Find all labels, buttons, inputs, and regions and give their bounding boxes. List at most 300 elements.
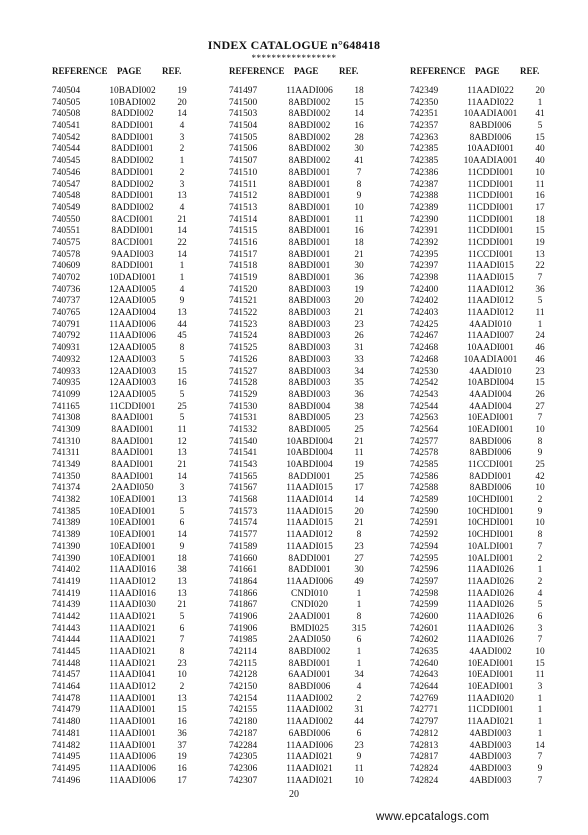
index-row bbox=[52, 635, 222, 647]
index-row bbox=[52, 273, 222, 285]
index-row bbox=[229, 367, 399, 379]
reference-cell: 742306 bbox=[229, 763, 258, 774]
index-row bbox=[410, 437, 580, 449]
index-row bbox=[229, 413, 399, 425]
ref-number-cell: 40 bbox=[535, 156, 545, 167]
page-cell: 10EADI001 bbox=[467, 658, 514, 669]
page-cell: 11CCDI001 bbox=[467, 249, 514, 260]
reference-cell: 742467 bbox=[410, 331, 439, 342]
index-row bbox=[410, 343, 580, 355]
index-column-1 bbox=[52, 66, 222, 787]
reference-cell: 742598 bbox=[410, 588, 439, 599]
page-cell: 12AADI005 bbox=[109, 343, 156, 354]
page-cell: 8ABDI002 bbox=[288, 97, 331, 108]
reference-cell: 741528 bbox=[229, 378, 258, 389]
page-cell: 8ADDI002 bbox=[111, 202, 154, 213]
page-cell: 11AADI026 bbox=[467, 600, 514, 611]
page-cell: 8ABDI003 bbox=[288, 296, 331, 307]
index-row bbox=[52, 203, 222, 215]
ref-number-cell: 16 bbox=[354, 226, 364, 237]
reference-cell: 741442 bbox=[52, 611, 81, 622]
index-row bbox=[410, 86, 580, 98]
page-cell: 11AADI021 bbox=[109, 623, 156, 634]
reference-cell: 741481 bbox=[52, 728, 81, 739]
reference-cell: 742398 bbox=[410, 273, 439, 283]
ref-number-cell: 8 bbox=[356, 530, 362, 541]
reference-cell: 742578 bbox=[410, 448, 439, 459]
ref-number-cell: 3 bbox=[179, 179, 185, 190]
header-reference: REFERENCE bbox=[52, 66, 108, 76]
reference-cell: 742564 bbox=[410, 424, 439, 435]
index-row bbox=[229, 425, 399, 437]
page-cell: 11AADI021 bbox=[286, 763, 333, 774]
ref-number-cell: 13 bbox=[535, 249, 545, 260]
page-cell: 12AADI003 bbox=[109, 378, 156, 389]
page-cell: 11CDDI001 bbox=[467, 705, 514, 716]
reference-cell: 741495 bbox=[52, 752, 81, 763]
header-reference: REFERENCE bbox=[410, 66, 466, 76]
index-row bbox=[52, 144, 222, 156]
ref-number-cell: 23 bbox=[177, 658, 187, 669]
index-column-2 bbox=[229, 66, 399, 787]
reference-cell: 742385 bbox=[410, 144, 439, 155]
reference-cell: 742817 bbox=[410, 752, 439, 763]
ref-number-cell: 7 bbox=[537, 413, 543, 424]
ref-number-cell: 35 bbox=[354, 378, 364, 389]
page-cell: 8ABDI003 bbox=[288, 389, 331, 400]
page-cell: 8ADDI002 bbox=[111, 156, 154, 167]
ref-number-cell: 7 bbox=[537, 752, 543, 763]
reference-cell: 740544 bbox=[52, 144, 81, 155]
index-row bbox=[52, 776, 222, 788]
index-column-3 bbox=[410, 66, 580, 787]
index-row bbox=[52, 612, 222, 624]
reference-cell: 742591 bbox=[410, 518, 439, 529]
ref-number-cell: 1 bbox=[537, 717, 543, 728]
ref-number-cell: 19 bbox=[177, 752, 187, 763]
page-cell: 11AADI015 bbox=[467, 273, 514, 283]
reference-cell: 741506 bbox=[229, 144, 258, 155]
page-title: INDEX CATALOGUE n°648418 bbox=[207, 38, 381, 52]
header-page: PAGE bbox=[475, 66, 500, 76]
page-cell: CNDI020 bbox=[291, 600, 328, 611]
reference-cell: 742590 bbox=[410, 506, 439, 517]
ref-number-cell: 16 bbox=[535, 191, 545, 202]
page-cell: 11AADI001 bbox=[109, 705, 156, 716]
ref-number-cell: 13 bbox=[177, 191, 187, 202]
index-row bbox=[52, 168, 222, 180]
ref-number-cell: 11 bbox=[177, 424, 187, 435]
reference-cell: 740931 bbox=[52, 343, 81, 354]
index-row bbox=[410, 250, 580, 262]
index-row bbox=[229, 752, 399, 764]
reference-cell: 741513 bbox=[229, 202, 258, 213]
index-row bbox=[229, 402, 399, 414]
reference-cell: 742586 bbox=[410, 471, 439, 482]
reference-cell: 742599 bbox=[410, 600, 439, 611]
reference-cell: 742813 bbox=[410, 740, 439, 751]
ref-number-cell: 3 bbox=[179, 132, 185, 143]
reference-cell: 741505 bbox=[229, 132, 258, 143]
index-row bbox=[52, 425, 222, 437]
index-row bbox=[52, 705, 222, 717]
index-row bbox=[229, 694, 399, 706]
ref-number-cell: 36 bbox=[354, 273, 364, 283]
index-row bbox=[229, 589, 399, 601]
index-row bbox=[410, 413, 580, 425]
reference-cell: 742385 bbox=[410, 156, 439, 167]
ref-number-cell: 15 bbox=[535, 378, 545, 389]
ref-number-cell: 21 bbox=[177, 460, 187, 470]
ref-number-cell: 13 bbox=[177, 588, 187, 599]
page-cell: 8AADI001 bbox=[111, 413, 154, 424]
page-cell: 11AADI022 bbox=[467, 97, 514, 108]
page-cell: 8ABDI006 bbox=[469, 436, 512, 447]
page-cell: 12AADI004 bbox=[109, 308, 156, 319]
reference-cell: 740935 bbox=[52, 378, 81, 389]
ref-number-cell: 8 bbox=[537, 530, 543, 541]
ref-number-cell: 46 bbox=[535, 354, 545, 365]
index-row bbox=[52, 156, 222, 168]
reference-cell: 741512 bbox=[229, 191, 258, 202]
reference-cell: 741525 bbox=[229, 343, 258, 354]
ref-number-cell: 9 bbox=[179, 296, 185, 307]
page-cell: 8ABDI001 bbox=[288, 191, 331, 202]
ref-number-cell: 13 bbox=[177, 448, 187, 459]
ref-number-cell: 23 bbox=[535, 366, 545, 377]
reference-cell: 742824 bbox=[410, 763, 439, 774]
ref-number-cell: 9 bbox=[179, 541, 185, 552]
page-cell: 10ABDI004 bbox=[286, 460, 333, 470]
page-cell: 10EADI001 bbox=[109, 495, 156, 506]
page-cell: 11AADI002 bbox=[286, 705, 333, 716]
ref-number-cell: 14 bbox=[177, 109, 187, 120]
index-row bbox=[410, 729, 580, 741]
reference-cell: 742643 bbox=[410, 670, 439, 681]
reference-cell: 741527 bbox=[229, 366, 258, 377]
reference-cell: 741867 bbox=[229, 600, 258, 611]
page-cell: 8ABDI001 bbox=[288, 226, 331, 237]
index-row bbox=[410, 355, 580, 367]
index-row bbox=[229, 530, 399, 542]
ref-number-cell: 3 bbox=[179, 483, 185, 494]
index-row bbox=[52, 507, 222, 519]
reference-cell: 742349 bbox=[410, 86, 439, 96]
ref-number-cell: 5 bbox=[537, 121, 543, 132]
index-row bbox=[410, 367, 580, 379]
ref-number-cell: 1 bbox=[179, 273, 185, 283]
reference-cell: 741661 bbox=[229, 565, 258, 576]
page-cell: 8ABDI001 bbox=[288, 658, 331, 669]
ref-number-cell: 9 bbox=[537, 506, 543, 517]
index-row bbox=[52, 589, 222, 601]
page-cell: 10BADI002 bbox=[109, 86, 156, 96]
page-cell: 11AADI015 bbox=[286, 541, 333, 552]
ref-number-cell: 18 bbox=[535, 214, 545, 225]
reference-cell: 741495 bbox=[52, 763, 81, 774]
ref-number-cell: 4 bbox=[179, 121, 185, 132]
index-row bbox=[52, 694, 222, 706]
ref-number-cell: 10 bbox=[535, 167, 545, 178]
index-row bbox=[52, 483, 222, 495]
reference-cell: 740548 bbox=[52, 191, 81, 202]
page-cell: 12AADI003 bbox=[109, 354, 156, 365]
index-row bbox=[229, 355, 399, 367]
reference-cell: 741457 bbox=[52, 670, 81, 681]
page-cell: 10ALDI001 bbox=[467, 541, 514, 552]
ref-number-cell: 16 bbox=[354, 121, 364, 132]
reference-cell: 741500 bbox=[229, 97, 258, 108]
index-row bbox=[229, 191, 399, 203]
reference-cell: 742180 bbox=[229, 717, 258, 728]
reference-cell: 742403 bbox=[410, 308, 439, 319]
ref-number-cell: 11 bbox=[535, 179, 545, 190]
reference-cell: 740541 bbox=[52, 121, 81, 132]
ref-number-cell: 41 bbox=[535, 109, 545, 120]
ref-number-cell: 23 bbox=[354, 740, 364, 751]
index-row bbox=[52, 261, 222, 273]
page-cell: 8ABDI003 bbox=[288, 284, 331, 295]
index-row bbox=[229, 460, 399, 472]
index-row bbox=[410, 378, 580, 390]
ref-number-cell: 10 bbox=[354, 775, 364, 786]
page-cell: 8ADDI001 bbox=[111, 121, 154, 132]
reference-cell: 741349 bbox=[52, 460, 81, 470]
index-row bbox=[410, 565, 580, 577]
page-cell: 11AADI012 bbox=[467, 284, 514, 295]
index-row bbox=[52, 343, 222, 355]
index-row bbox=[229, 776, 399, 788]
reference-cell: 740546 bbox=[52, 167, 81, 178]
index-row bbox=[229, 144, 399, 156]
index-row bbox=[52, 133, 222, 145]
page-cell: 8ABDI001 bbox=[288, 202, 331, 213]
page-cell: 8ABDI001 bbox=[288, 237, 331, 248]
page-cell: 8AADI001 bbox=[111, 436, 154, 447]
reference-cell: 742187 bbox=[229, 728, 258, 739]
ref-number-cell: 20 bbox=[535, 86, 545, 96]
page-cell: 10ABDI004 bbox=[286, 448, 333, 459]
header-reference: REFERENCE bbox=[229, 66, 285, 76]
reference-cell: 742769 bbox=[410, 693, 439, 704]
index-row bbox=[410, 402, 580, 414]
reference-cell: 741382 bbox=[52, 495, 81, 506]
ref-number-cell: 40 bbox=[535, 144, 545, 155]
page-cell: 10AADI001 bbox=[467, 144, 514, 155]
reference-cell: 741515 bbox=[229, 226, 258, 237]
ref-number-cell: 10 bbox=[535, 518, 545, 529]
reference-cell: 741530 bbox=[229, 401, 258, 412]
index-row bbox=[229, 705, 399, 717]
ref-number-cell: 1 bbox=[537, 565, 543, 576]
ref-number-cell: 2 bbox=[179, 682, 185, 693]
ref-number-cell: 25 bbox=[354, 471, 364, 482]
page-cell: 11AADI015 bbox=[286, 506, 333, 517]
index-row bbox=[52, 121, 222, 133]
ref-number-cell: 30 bbox=[354, 144, 364, 155]
reference-cell: 741577 bbox=[229, 530, 258, 541]
index-row bbox=[52, 542, 222, 554]
page-cell: 8ADDI002 bbox=[111, 179, 154, 190]
page-cell: 10AADIA001 bbox=[463, 109, 518, 120]
reference-cell: 741866 bbox=[229, 588, 258, 599]
page-cell: 8ABDI003 bbox=[288, 343, 331, 354]
page-cell: 11AADI006 bbox=[109, 319, 156, 330]
ref-number-cell: 9 bbox=[356, 752, 362, 763]
reference-cell: 742812 bbox=[410, 728, 439, 739]
ref-number-cell: 17 bbox=[177, 775, 187, 786]
ref-number-cell: 1 bbox=[537, 97, 543, 108]
page-cell: 8ABDI006 bbox=[469, 121, 512, 132]
page-cell: 10AADI001 bbox=[467, 343, 514, 354]
reference-cell: 741568 bbox=[229, 495, 258, 506]
index-row bbox=[410, 483, 580, 495]
index-row bbox=[52, 226, 222, 238]
ref-number-cell: 2 bbox=[537, 553, 543, 564]
ref-number-cell: 30 bbox=[354, 261, 364, 272]
reference-cell: 741464 bbox=[52, 682, 81, 693]
index-row bbox=[410, 776, 580, 788]
index-row bbox=[52, 355, 222, 367]
page-cell: 4AADI004 bbox=[469, 401, 512, 412]
index-row bbox=[52, 495, 222, 507]
ref-number-cell: 15 bbox=[535, 132, 545, 143]
reference-cell: 742640 bbox=[410, 658, 439, 669]
ref-number-cell: 10 bbox=[535, 647, 545, 657]
index-row bbox=[410, 460, 580, 472]
page-cell: 2AADI001 bbox=[288, 611, 331, 622]
ref-number-cell: 6 bbox=[537, 611, 543, 622]
reference-cell: 741517 bbox=[229, 249, 258, 260]
ref-number-cell: 46 bbox=[535, 343, 545, 354]
index-row bbox=[52, 472, 222, 484]
ref-number-cell: 9 bbox=[356, 191, 362, 202]
index-row bbox=[410, 635, 580, 647]
page-cell: 4ABDI003 bbox=[469, 775, 512, 786]
page-cell: 8AADI001 bbox=[111, 448, 154, 459]
ref-number-cell: 34 bbox=[354, 366, 364, 377]
page-cell: 8ABDI002 bbox=[288, 109, 331, 120]
column-header bbox=[52, 66, 222, 78]
page-cell: 8ABDI003 bbox=[288, 331, 331, 342]
index-row bbox=[52, 402, 222, 414]
reference-cell: 741497 bbox=[229, 86, 258, 96]
reference-cell: 741864 bbox=[229, 576, 258, 587]
page-cell: 10CHDI001 bbox=[467, 518, 514, 529]
ref-number-cell: 37 bbox=[177, 740, 187, 751]
reference-cell: 741524 bbox=[229, 331, 258, 342]
ref-number-cell: 18 bbox=[177, 553, 187, 564]
page-cell: 11AADI022 bbox=[467, 86, 514, 96]
ref-number-cell: 1 bbox=[356, 658, 362, 669]
index-row bbox=[410, 717, 580, 729]
ref-number-cell: 22 bbox=[177, 237, 187, 248]
index-row bbox=[52, 682, 222, 694]
page-cell: 12AADI005 bbox=[109, 296, 156, 307]
page-cell: 8ABDI004 bbox=[288, 401, 331, 412]
ref-number-cell: 17 bbox=[354, 483, 364, 494]
index-row bbox=[229, 437, 399, 449]
index-row bbox=[229, 121, 399, 133]
page-cell: 8ABDI006 bbox=[469, 132, 512, 143]
page-cell: 11AADI026 bbox=[467, 611, 514, 622]
ref-number-cell: 4 bbox=[356, 682, 362, 693]
reference-cell: 742114 bbox=[229, 647, 257, 657]
reference-cell: 742305 bbox=[229, 752, 258, 763]
page-cell: 11AADI020 bbox=[467, 693, 514, 704]
header-page: PAGE bbox=[117, 66, 142, 76]
ref-number-cell: 4 bbox=[179, 284, 185, 295]
ref-number-cell: 30 bbox=[354, 565, 364, 576]
page-cell: 11AADI006 bbox=[286, 740, 333, 751]
index-row bbox=[410, 495, 580, 507]
reference-cell: 741099 bbox=[52, 389, 81, 400]
index-row bbox=[410, 425, 580, 437]
page-cell: 10AADIA001 bbox=[463, 354, 518, 365]
page-cell: 10EADI001 bbox=[467, 424, 514, 435]
ref-number-cell: 23 bbox=[354, 319, 364, 330]
page-cell: 8ADDI001 bbox=[288, 553, 331, 564]
page-cell: BMDI025 bbox=[290, 623, 329, 634]
index-row bbox=[229, 729, 399, 741]
index-row bbox=[229, 741, 399, 753]
ref-number-cell: 14 bbox=[354, 109, 364, 120]
reference-cell: 740545 bbox=[52, 156, 81, 167]
index-row bbox=[410, 331, 580, 343]
reference-cell: 742390 bbox=[410, 214, 439, 225]
index-row bbox=[52, 448, 222, 460]
page-cell: 10ABDI004 bbox=[286, 436, 333, 447]
reference-cell: 740791 bbox=[52, 319, 81, 330]
reference-cell: 741516 bbox=[229, 237, 258, 248]
page-number: 20 bbox=[289, 789, 299, 800]
ref-number-cell: 8 bbox=[179, 647, 185, 657]
index-row bbox=[229, 483, 399, 495]
index-row bbox=[52, 191, 222, 203]
ref-number-cell: 7 bbox=[537, 541, 543, 552]
index-row bbox=[52, 250, 222, 262]
index-row bbox=[229, 215, 399, 227]
ref-number-cell: 16 bbox=[177, 717, 187, 728]
index-row bbox=[410, 320, 580, 332]
ref-number-cell: 1 bbox=[179, 261, 185, 272]
ref-number-cell: 14 bbox=[177, 249, 187, 260]
ref-number-cell: 14 bbox=[354, 495, 364, 506]
reference-cell: 741510 bbox=[229, 167, 258, 178]
ref-number-cell: 44 bbox=[177, 319, 187, 330]
index-rows bbox=[229, 86, 399, 787]
reference-cell: 742589 bbox=[410, 495, 439, 506]
index-row bbox=[229, 331, 399, 343]
ref-number-cell: 11 bbox=[535, 670, 545, 681]
index-row bbox=[229, 518, 399, 530]
index-row bbox=[52, 413, 222, 425]
index-row bbox=[410, 705, 580, 717]
index-row bbox=[52, 296, 222, 308]
header-ref: REF. bbox=[339, 66, 359, 76]
ref-number-cell: 18 bbox=[354, 237, 364, 248]
page-cell: 11AADI021 bbox=[109, 647, 156, 657]
reference-cell: 741543 bbox=[229, 460, 258, 470]
ref-number-cell: 21 bbox=[354, 518, 364, 529]
index-row bbox=[52, 86, 222, 98]
page-cell: 10CHDI001 bbox=[467, 506, 514, 517]
index-row bbox=[52, 390, 222, 402]
reference-cell: 742771 bbox=[410, 705, 439, 716]
reference-cell: 742596 bbox=[410, 565, 439, 576]
reference-cell: 742155 bbox=[229, 705, 258, 716]
page-cell: 8ADDI001 bbox=[111, 226, 154, 237]
